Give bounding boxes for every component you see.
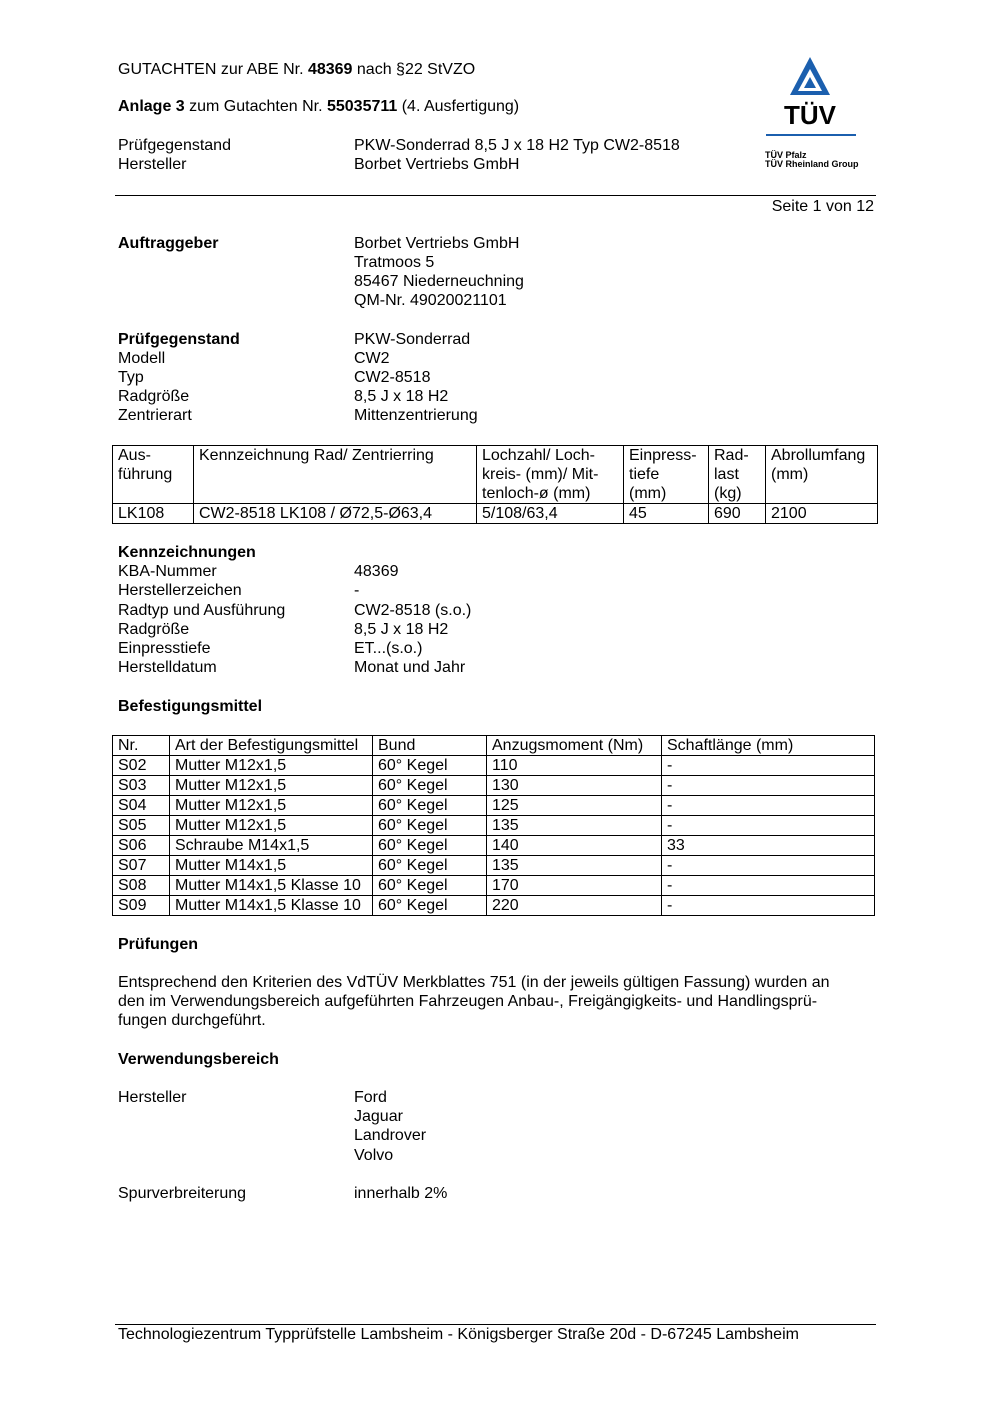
spec-label: Radgröße [118,388,190,405]
marking-label: Herstelldatum [118,659,217,676]
table-cell: Mutter M14x1,5 Klasse 10 [170,876,373,896]
header-text: nach §22 StVZO [352,61,476,78]
table-header-cell: Bund [373,736,487,756]
table-cell: 60° Kegel [373,896,487,916]
table-header-cell: Schaftlänge (mm) [662,736,875,756]
table-header-cell: Lochzahl/ Loch- kreis- (mm)/ Mit- tenloch-ø (mm) [477,446,624,504]
table-row [113,856,875,876]
header-line-2 [118,97,519,116]
table-cell: 220 [487,896,662,916]
table-cell: 690 [709,504,766,524]
auftraggeber-label: Auftraggeber [118,235,219,252]
marking-label: KBA-Nummer [118,563,217,580]
marking-value: 8,5 J x 18 H2 [354,621,449,638]
table-header-cell: Kennzeichnung Rad/ Zentrierring [194,446,477,504]
verwendung-heading: Verwendungsbereich [118,1051,279,1068]
marking-label: Radtyp und Ausführung [118,602,286,619]
table-cell: S03 [113,776,170,796]
abe-number: 48369 [307,61,353,78]
table-header-cell: Art der Befestigungsmittel [170,736,373,756]
table-cell: - [662,776,875,796]
table-row [113,776,875,796]
header-label: Prüfgegenstand [118,137,231,154]
spec-label: Zentrierart [118,407,192,424]
table-cell: 135 [487,856,662,876]
header-label: Hersteller [118,156,187,173]
table-cell: - [662,756,875,776]
spec-label: Typ [118,369,144,386]
marking-label: Einpresstiefe [118,640,211,657]
table-cell: 5/108/63,4 [477,504,624,524]
manufacturer-item: Landrover [354,1127,427,1144]
table-cell: 60° Kegel [373,756,487,776]
table-cell: S08 [113,876,170,896]
gutachten-number: 55035711 [326,98,398,115]
table-cell: S04 [113,796,170,816]
header-value: Borbet Vertriebs GmbH [354,156,520,173]
table-row [113,816,875,836]
tuev-brand: TÜV [784,100,836,130]
header-text: GUTACHTEN zur ABE Nr. [118,61,308,78]
table-cell: 45 [624,504,709,524]
kennzeichnungen-heading: Kennzeichnungen [118,544,256,561]
manufacturer-item: Volvo [354,1147,394,1164]
table-cell: Mutter M12x1,5 [170,796,373,816]
table-header-cell: Abrollumfang (mm) [766,446,878,504]
pruefungen-heading: Prüfungen [118,936,198,953]
table-cell: 60° Kegel [373,796,487,816]
table-row [113,836,875,856]
marking-value: CW2-8518 (s.o.) [354,602,472,619]
table-cell: 130 [487,776,662,796]
header-text: (4. Ausfertigung) [397,98,520,115]
header-line-1 [118,60,475,79]
table-header-cell: Nr. [113,736,170,756]
marking-label: Radgröße [118,621,190,638]
header-value: PKW-Sonderrad 8,5 J x 18 H2 Typ CW2-8518 [354,137,680,154]
header-divider [115,195,876,196]
table-cell: 60° Kegel [373,776,487,796]
address-line: Tratmoos 5 [354,254,435,271]
tuev-line-1: TÜV Pfalz [765,150,807,160]
spec-value: CW2-8518 [354,369,431,386]
table-cell: 170 [487,876,662,896]
paragraph-line: fungen durchgeführt. [118,1012,266,1029]
page-number: Seite 1 von 12 [771,198,874,215]
table-cell: 60° Kegel [373,836,487,856]
spur-value: innerhalb 2% [354,1185,448,1202]
table-cell: 60° Kegel [373,856,487,876]
table-cell: CW2-8518 LK108 / Ø72,5-Ø63,4 [194,504,477,524]
table-cell: S06 [113,836,170,856]
table-cell: Mutter M12x1,5 [170,756,373,776]
marking-value: ET...(s.o.) [354,640,423,657]
table-cell: Mutter M14x1,5 Klasse 10 [170,896,373,916]
marking-value: 48369 [354,563,399,580]
table-header-row [113,446,878,504]
table-cell: 60° Kegel [373,816,487,836]
spec-value: 8,5 J x 18 H2 [354,388,449,405]
table-cell: S07 [113,856,170,876]
table-cell: - [662,876,875,896]
spec-value: Mittenzentrierung [354,407,478,424]
footer-text: Technologiezentrum Typprüfstelle Lambsheim - Königsberger Straße 20d - D-67245 Lambsheim [118,1326,799,1343]
anlage-label: Anlage 3 [118,98,185,115]
table-cell: 60° Kegel [373,876,487,896]
fastener-table [112,735,875,916]
table-cell: S09 [113,896,170,916]
table-row [113,876,875,896]
table-cell: - [662,896,875,916]
table-cell: Mutter M14x1,5 [170,856,373,876]
table-row [113,504,878,524]
table-header-cell: Einpress- tiefe (mm) [624,446,709,504]
table-cell: - [662,816,875,836]
table-cell: 110 [487,756,662,776]
hersteller-label: Hersteller [118,1089,187,1106]
table-cell: S05 [113,816,170,836]
address-line: 85467 Niederneuchning [354,273,524,290]
table-row [113,896,875,916]
table-header-cell: Aus- führung [113,446,194,504]
table-header-row [113,736,875,756]
marking-value: - [354,582,360,599]
table-cell: 135 [487,816,662,836]
address-line: Borbet Vertriebs GmbH [354,235,520,252]
spur-label: Spurverbreiterung [118,1185,247,1202]
table-cell: - [662,856,875,876]
table-cell: - [662,796,875,816]
variant-table [112,445,878,524]
table-cell: 33 [662,836,875,856]
befestigung-heading: Befestigungsmittel [118,698,263,715]
table-cell: 2100 [766,504,878,524]
table-cell: Schraube M14x1,5 [170,836,373,856]
table-cell: Mutter M12x1,5 [170,776,373,796]
tuev-line-2: TÜV Rheinland Group [765,159,859,169]
spec-value: CW2 [354,350,390,367]
address-line: QM-Nr. 49020021101 [354,292,507,309]
table-cell: 140 [487,836,662,856]
table-row [113,756,875,776]
manufacturer-item: Jaguar [354,1108,403,1125]
header-text: zum Gutachten Nr. [184,98,327,115]
spec-label: Modell [118,350,166,367]
paragraph-line: den im Verwendungsbereich aufgeführten Fahrzeugen Anbau-, Freigängigkeits- und Handlingsprü- [118,993,818,1010]
table-cell: LK108 [113,504,194,524]
table-cell: 125 [487,796,662,816]
table-header-cell: Rad- last (kg) [709,446,766,504]
table-row [113,796,875,816]
table-cell: Mutter M12x1,5 [170,816,373,836]
pruefgegenstand-value: PKW-Sonderrad [354,331,471,348]
manufacturer-item: Ford [354,1089,387,1106]
table-cell: S02 [113,756,170,776]
tuev-logo [760,55,860,175]
pruefgegenstand-heading: Prüfgegenstand [118,331,240,348]
table-header-cell: Anzugsmoment (Nm) [487,736,662,756]
marking-label: Herstellerzeichen [118,582,242,599]
marking-value: Monat und Jahr [354,659,466,676]
paragraph-line: Entsprechend den Kriterien des VdTÜV Merkblattes 751 (in der jeweils gültigen Fassung) wurden an [118,974,830,991]
